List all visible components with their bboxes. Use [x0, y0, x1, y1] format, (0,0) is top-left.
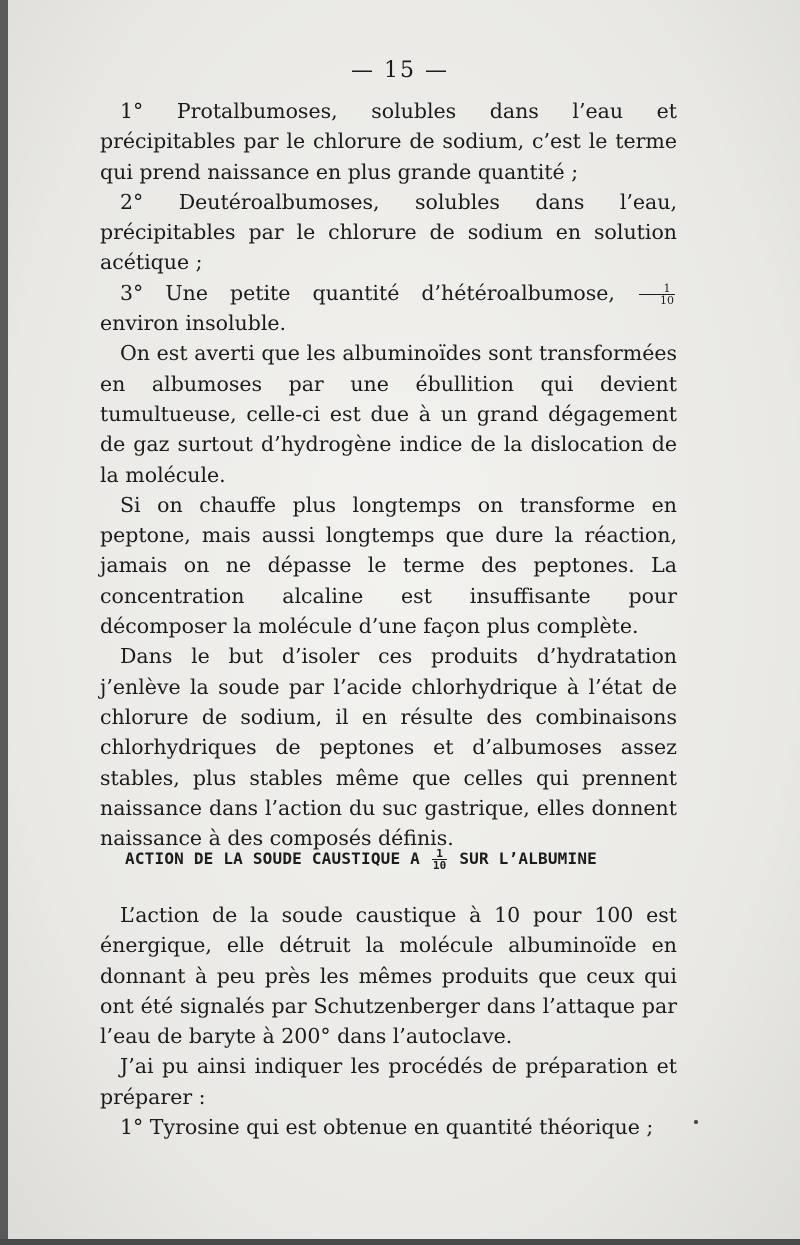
- heading-text-start: ACTION DE LA SOUDE CAUSTIQUE A: [125, 849, 420, 868]
- paragraph-procedes: J’ai pu ainsi indiquer les procédés de préparation et préparer :: [100, 1054, 677, 1109]
- body-text-bottom: [100, 900, 677, 1142]
- scan-speck: [694, 1120, 698, 1124]
- paragraph-peptone: Si on chauffe plus longtemps on transforme en peptone, mais aussi longtemps que dure la réaction, jamais on ne dépasse le terme des peptones. La concentration alcaline est insuffisante pour décomposer la molécule d’une façon plus complète.: [100, 492, 677, 639]
- heading-fraction-numerator: 1: [432, 848, 448, 860]
- heteroalbumose-text-end: environ insoluble.: [100, 311, 287, 336]
- heading-fraction: [432, 848, 448, 871]
- fraction-denominator: 10: [660, 293, 674, 307]
- fraction-numerator: 1: [639, 283, 675, 295]
- paragraph-deuteroalbumoses: 2° Deutéroalbumoses, solubles dans l’eau, précipitables par le chlorure de sodium en solution acétique ;: [100, 189, 677, 275]
- paragraph-tyrosine: 1° Tyrosine qui est obtenue en quantité théorique ;: [120, 1115, 654, 1140]
- heading-fraction-denominator: 10: [432, 859, 447, 872]
- heading-text-end: SUR L’ALBUMINE: [459, 849, 597, 868]
- paragraph-protalbumoses: 1° Protalbumoses, solubles dans l’eau et précipitables par le chlorure de sodium, c’est le terme qui prend naissance en plus grande quantité ;: [100, 99, 677, 184]
- paragraph-hydratation: Dans le but d’isoler ces produits d’hydratation j’enlève la soude par l’acide chlorhydrique à l’état de chlorure de sodium, il en résulte des combinaisons chlorhydriques de peptones et d’albumoses assez stables, plus stables même que celles qui prennent naissance dans l’action du suc gastrique, elles donnent naissance à des composés définis.: [100, 644, 677, 851]
- scan-bottom-edge: [0, 1239, 800, 1245]
- body-text-top: [100, 96, 677, 853]
- paragraph-ebullition: On est averti que les albuminoïdes sont transformées en albumoses par une ébullition qui devient tumultueuse, celle-ci est due à un grand dégagement de gaz surtout d’hydrogène indice de la dislocation de la molécule.: [100, 341, 677, 487]
- page-number: — 15 —: [351, 58, 449, 83]
- fraction-one-tenth: [639, 283, 675, 306]
- paragraph-soude-caustique: L’action de la soude caustique à 10 pour 100 est énergique, elle détruit la molécule albuminoïde en donnant à peu près les mêmes produits que ceux qui ont été signalés par Schutzenberger dans l’attaque par l’eau de baryte à 200° dans l’autoclave.: [100, 903, 677, 1049]
- scan-left-edge: [0, 0, 8, 1245]
- section-heading: [125, 845, 685, 873]
- paragraph-heteroalbumose: [100, 278, 677, 339]
- heteroalbumose-text-start: 3° Une petite quantité d’hétéroalbumose,: [120, 280, 615, 305]
